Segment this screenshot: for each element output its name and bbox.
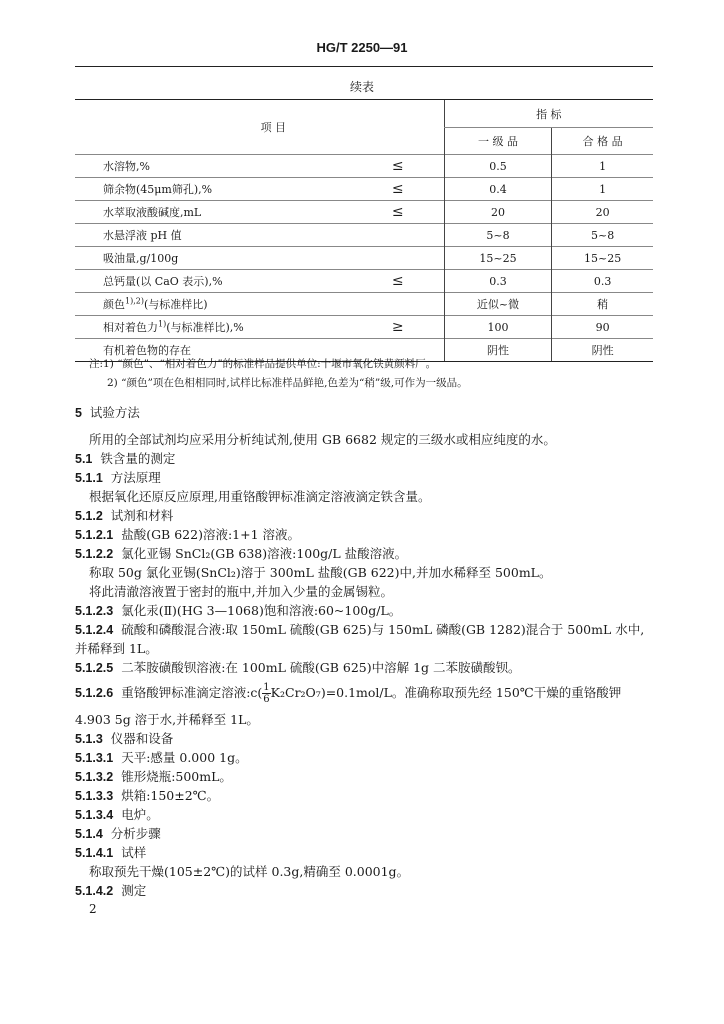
row-qualified: 稍 — [552, 293, 653, 316]
subsection-heading — [75, 506, 173, 524]
table-header-row — [75, 100, 653, 128]
header-rule — [75, 66, 653, 67]
clause-title: 试样 — [121, 845, 147, 860]
clause-number: 5.1.2.4 — [75, 623, 114, 637]
continued-table-label: 续表 — [349, 80, 374, 94]
fraction-denominator: 6 — [263, 694, 270, 705]
clause-number: 5.1.3 — [75, 732, 103, 746]
clause — [75, 767, 232, 785]
row-first-grade: 5~8 — [444, 224, 552, 247]
clause-title: 分析步骤 — [110, 826, 161, 841]
row-item: 有机着色物的存在 — [75, 339, 392, 362]
row-symbol: ≤ — [392, 178, 444, 201]
clause — [75, 786, 219, 804]
footnote-ref: 1) — [158, 319, 167, 329]
row-qualified: 0.3 — [552, 270, 653, 293]
paragraph: 将此清澈溶液置于密封的瓶中,并加入少量的金属锡粒。 — [89, 584, 393, 599]
table-row — [75, 224, 653, 247]
clause-text: 二苯胺磺酸钡溶液:在 100mL 硫酸(GB 625)中溶解 1g 二苯胺磺酸钡。 — [121, 660, 521, 675]
row-item: 总钙量(以 CaO 表示),% — [75, 270, 392, 293]
table-note-1: 注:1) “颜色”、“相对着色力”的标准样品提供单位:十堰市氧化铁黄颜料厂。 — [89, 358, 437, 370]
footnote-ref: 1),2) — [125, 296, 144, 306]
subsection-heading — [75, 468, 161, 486]
index-column-header: 指 标 — [444, 100, 653, 128]
row-item-suffix: (与标准样比),% — [166, 321, 244, 334]
row-item-label: 颜色 — [103, 298, 125, 311]
subsection-heading — [75, 824, 161, 842]
row-item: 筛余物(45μm筛孔),% — [75, 178, 392, 201]
fraction — [262, 682, 270, 705]
page-number: 2 — [89, 902, 97, 916]
row-item: 水溶物,% — [75, 155, 392, 178]
clause — [75, 682, 621, 705]
clause — [75, 748, 248, 766]
clause — [75, 525, 300, 543]
paragraph-continuation: 4.903 5g 溶于水,并稀释至 1L。 — [75, 712, 259, 727]
table-row — [75, 201, 653, 224]
row-symbol: ≤ — [392, 270, 444, 293]
clause-text-continued: K₂Cr₂O₇)=0.1mol/L。准确称取预先经 150℃干燥的重铬酸钾 — [270, 685, 622, 700]
row-item: 水萃取液酸碱度,mL — [75, 201, 392, 224]
row-item — [75, 293, 392, 316]
clause-text: 氯化汞(Ⅱ)(HG 3—1068)饱和溶液:60~100g/L。 — [121, 603, 402, 618]
table-note-2: 2) “颜色”项在色相相同时,试样比标准样品鲜艳,色差为“稍”级,可作为一级品。 — [107, 377, 468, 389]
subsection-heading — [75, 881, 146, 899]
clause-number: 5.1.2.6 — [75, 686, 114, 700]
grade-header-first: 一 级 品 — [444, 128, 552, 155]
row-item: 水悬浮液 pH 值 — [75, 224, 392, 247]
row-item — [75, 316, 392, 339]
row-first-grade: 0.5 — [444, 155, 552, 178]
clause-number: 5.1.1 — [75, 471, 103, 485]
clause-number: 5.1.4.2 — [75, 884, 114, 898]
clause-number: 5.1.2.2 — [75, 547, 114, 561]
row-item-label: 相对着色力 — [103, 321, 158, 334]
paragraph: 称取预先干燥(105±2℃)的试样 0.3g,精确至 0.0001g。 — [89, 864, 410, 879]
clause-number: 5.1.2.5 — [75, 661, 114, 675]
clause-number: 5.1 — [75, 452, 93, 466]
paragraph: 称取 50g 氯化亚锡(SnCl₂)溶于 300mL 盐酸(GB 622)中,并加水稀释至 500mL。 — [89, 565, 552, 580]
clause-title: 方法原理 — [110, 470, 161, 485]
section-title: 试验方法 — [89, 405, 140, 420]
row-qualified: 5~8 — [552, 224, 653, 247]
subsection-heading — [75, 843, 146, 861]
row-symbol: ≥ — [392, 316, 444, 339]
row-qualified: 90 — [552, 316, 653, 339]
table-row — [75, 155, 653, 178]
clause-text: 烘箱:150±2℃。 — [121, 788, 220, 803]
row-first-grade: 近似~微 — [444, 293, 552, 316]
clause-number: 5.1.3.1 — [75, 751, 114, 765]
clause-number: 5.1.2.1 — [75, 528, 114, 542]
clause — [75, 620, 644, 638]
clause-title: 铁含量的测定 — [100, 451, 176, 466]
paragraph-continuation: 并稀释到 1L。 — [75, 641, 158, 656]
clause — [75, 601, 401, 619]
row-first-grade: 阴性 — [444, 339, 552, 362]
row-qualified: 1 — [552, 178, 653, 201]
clause-number: 5.1.4 — [75, 827, 103, 841]
row-symbol: ≤ — [392, 155, 444, 178]
clause-number: 5.1.3.3 — [75, 789, 114, 803]
clause-number: 5.1.2 — [75, 509, 103, 523]
subsection-heading — [75, 449, 175, 467]
clause-text: 氯化亚锡 SnCl₂(GB 638)溶液:100g/L 盐酸溶液。 — [121, 546, 408, 561]
clause-text: 电炉。 — [121, 807, 159, 822]
clause-number: 5.1.3.4 — [75, 808, 114, 822]
subsection-heading — [75, 729, 173, 747]
row-first-grade: 100 — [444, 316, 552, 339]
item-column-header: 项 目 — [75, 100, 444, 155]
clause-title: 仪器和设备 — [110, 731, 174, 746]
table-row — [75, 178, 653, 201]
clause-text: 硫酸和磷酸混合液:取 150mL 硫酸(GB 625)与 150mL 磷酸(GB 1282)混合于 500mL 水中, — [121, 622, 645, 637]
row-qualified: 15~25 — [552, 247, 653, 270]
row-symbol — [392, 224, 444, 247]
row-first-grade: 0.3 — [444, 270, 552, 293]
row-item-suffix: (与标准样比) — [143, 298, 208, 311]
clause-title: 测定 — [121, 883, 147, 898]
standard-code-header: HG/T 2250—91 — [316, 40, 408, 55]
clause-text: 天平:感量 0.000 1g。 — [121, 750, 248, 765]
clause — [75, 544, 407, 562]
row-first-grade: 20 — [444, 201, 552, 224]
row-qualified: 20 — [552, 201, 653, 224]
section-heading — [75, 403, 140, 421]
row-first-grade: 15~25 — [444, 247, 552, 270]
clause-text: 锥形烧瓶:500mL。 — [121, 769, 232, 784]
row-qualified: 1 — [552, 155, 653, 178]
table-row — [75, 293, 653, 316]
clause-number: 5.1.2.3 — [75, 604, 114, 618]
table-row — [75, 316, 653, 339]
row-qualified: 阴性 — [552, 339, 653, 362]
fraction-numerator: 1 — [263, 682, 270, 693]
specification-table — [75, 99, 653, 362]
clause — [75, 658, 521, 676]
grade-header-qualified: 合 格 品 — [552, 128, 653, 155]
clause-number: 5.1.4.1 — [75, 846, 114, 860]
row-symbol — [392, 247, 444, 270]
table-row — [75, 247, 653, 270]
clause — [75, 805, 159, 823]
row-symbol — [392, 293, 444, 316]
row-symbol: ≤ — [392, 201, 444, 224]
row-item: 吸油量,g/100g — [75, 247, 392, 270]
clause-number: 5.1.3.2 — [75, 770, 114, 784]
clause-text: 重铬酸钾标准滴定溶液:c( — [121, 685, 263, 700]
clause-text: 盐酸(GB 622)溶液:1+1 溶液。 — [121, 527, 301, 542]
table-row — [75, 270, 653, 293]
paragraph: 所用的全部试剂均应采用分析纯试剂,使用 GB 6682 规定的三级水或相应纯度的水。 — [89, 432, 556, 447]
clause-title: 试剂和材料 — [110, 508, 174, 523]
paragraph: 根据氧化还原反应原理,用重铬酸钾标准滴定溶液滴定铁含量。 — [89, 489, 431, 504]
section-number: 5 — [75, 406, 82, 420]
row-first-grade: 0.4 — [444, 178, 552, 201]
